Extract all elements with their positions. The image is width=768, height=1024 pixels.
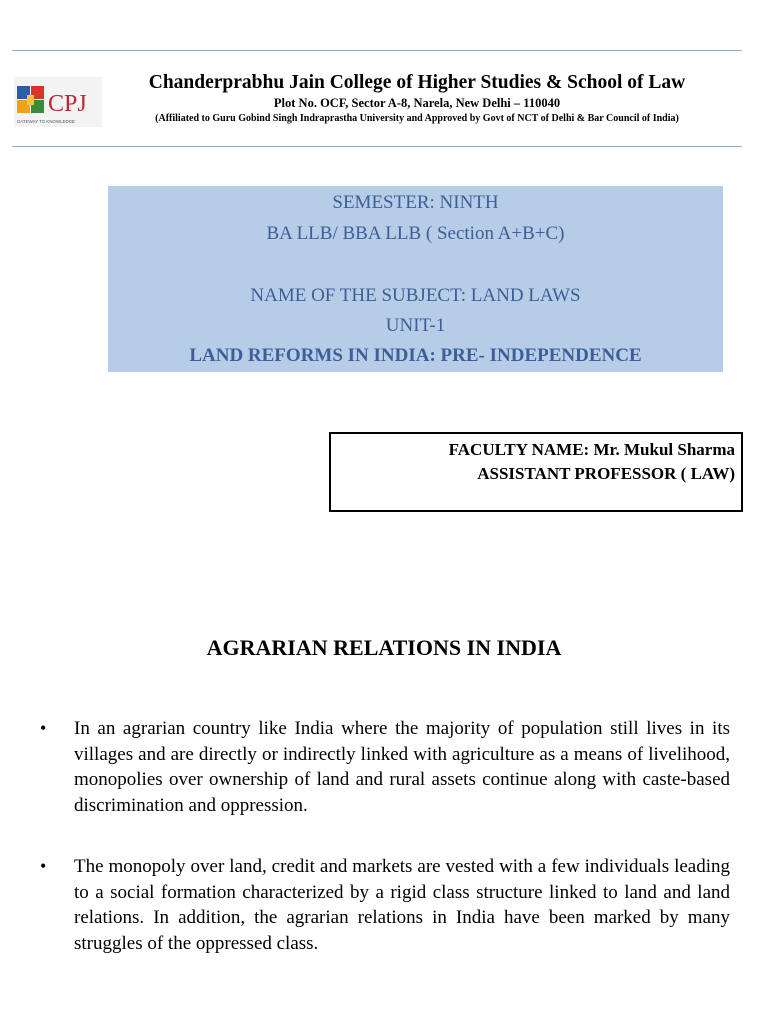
topic-title: LAND REFORMS IN INDIA: PRE- INDEPENDENCE [189, 345, 642, 366]
cpj-logo [14, 77, 102, 127]
list-item [40, 716, 730, 818]
logo-text: CPJ [48, 91, 87, 117]
program-label: BA LLB/ BBA LLB ( Section A+B+C) [266, 223, 565, 244]
bullet-text: The monopoly over land, credit and markets are vested with a few individuals leading to a social formation characterized by a rigid class structure linked to land and land relations. In addition, the agrarian relations in India have been marked by many struggles of the oppressed class. [74, 856, 730, 954]
header-bottom-rule [12, 146, 742, 147]
semester-label: SEMESTER: NINTH [332, 192, 499, 213]
course-banner [108, 186, 723, 372]
faculty-name: FACULTY NAME: Mr. Mukul Sharma [448, 440, 735, 459]
subject-label: NAME OF THE SUBJECT: LAND LAWS [250, 285, 581, 306]
list-item [40, 854, 730, 956]
logo-tagline: GATEWAY TO KNOWLEDGE [17, 119, 75, 124]
unit-label: UNIT-1 [385, 315, 446, 336]
bullet-icon: • [40, 718, 47, 738]
college-name: Chanderprabhu Jain College of Higher Studies & School of Law [148, 72, 686, 93]
faculty-box [329, 432, 743, 512]
college-address: Plot No. OCF, Sector A-8, Narela, New Delhi – 110040 [273, 96, 561, 110]
college-affiliation: (Affiliated to Guru Gobind Singh Indraprastha University and Approved by Govt of NCT of Delhi & Bar Council of India) [155, 113, 679, 124]
section-heading: AGRARIAN RELATIONS IN INDIA [206, 635, 562, 660]
faculty-designation: ASSISTANT PROFESSOR ( LAW) [477, 464, 735, 483]
header-top-rule [12, 50, 742, 51]
bullet-text: In an agrarian country like India where the majority of population still lives in its villages and are directly or indirectly linked with agriculture as a means of livelihood, monopolies over ownership of land and rural assets continue along with caste-based discrimination and oppression. [74, 718, 730, 816]
bullet-icon: • [40, 856, 47, 876]
college-header [112, 70, 722, 127]
